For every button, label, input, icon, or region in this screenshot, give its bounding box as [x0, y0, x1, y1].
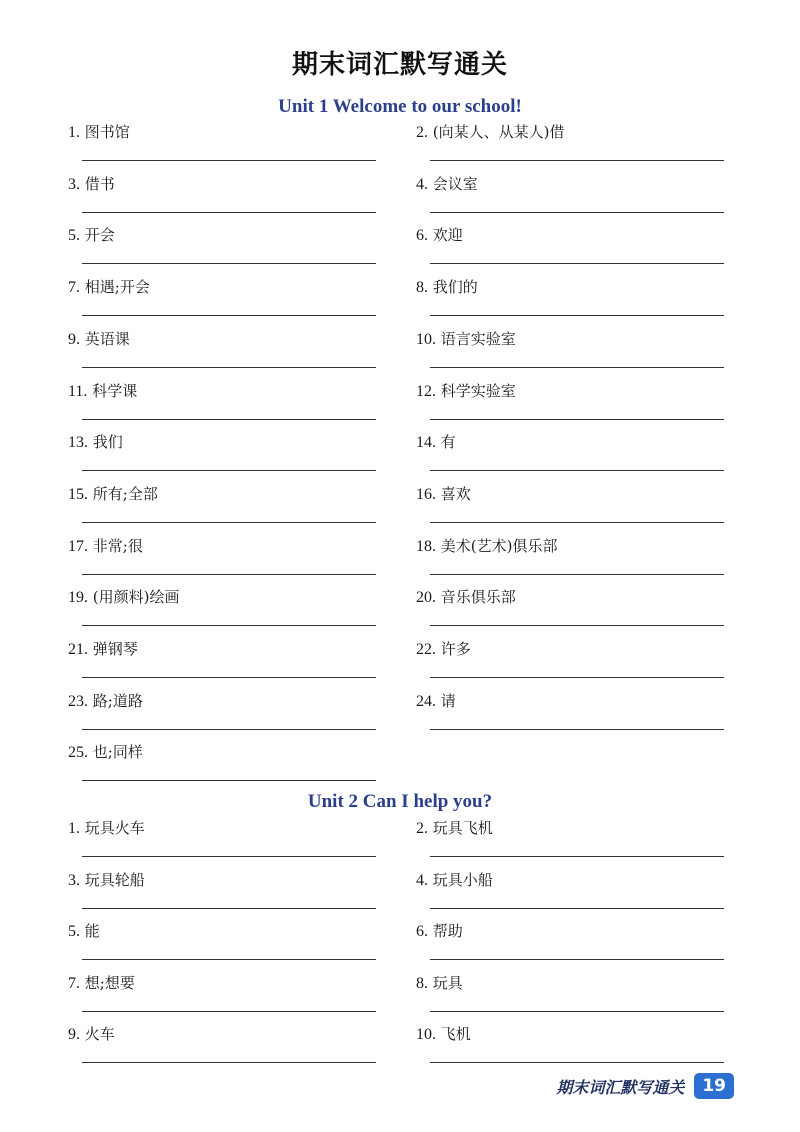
item-number: 1. [68, 124, 80, 141]
unit-2-heading: Unit 2 Can I help you? [307, 791, 493, 812]
vocab-prompt [416, 587, 726, 608]
item-chinese-text: 想;想要 [84, 973, 135, 992]
item-chinese-text: 所有;全部 [92, 484, 158, 503]
item-chinese-text: 语言实验室 [440, 329, 516, 348]
vocab-prompt [68, 484, 378, 505]
item-chinese-text: 相遇;开会 [84, 278, 150, 297]
item-chinese-text: 美术(艺术)俱乐部 [440, 536, 558, 555]
item-chinese-text: 帮助 [432, 922, 463, 940]
vocab-prompt [416, 870, 726, 891]
item-number: 4. [416, 175, 428, 193]
item-chinese-text: 飞机 [440, 1025, 471, 1043]
vocab-prompt [68, 921, 378, 942]
vocab-prompt [416, 536, 726, 557]
item-number: 3. [68, 175, 80, 193]
answer-line[interactable] [430, 729, 724, 730]
answer-line[interactable] [82, 367, 376, 368]
answer-line[interactable] [82, 315, 376, 316]
item-chinese-text: 科学课 [92, 381, 138, 400]
vocab-prompt [416, 973, 726, 994]
item-number: 8. [416, 279, 428, 297]
answer-line[interactable] [430, 1011, 724, 1012]
item-number: 25. [68, 744, 88, 762]
vocab-item [68, 742, 378, 763]
item-number: 7. [68, 974, 80, 992]
item-number: 4. [416, 871, 428, 889]
item-chinese-text: 开会 [84, 226, 115, 245]
page-title: 期末词汇默写通关 [291, 50, 508, 80]
vocab-prompt [68, 1024, 378, 1045]
answer-line[interactable] [430, 367, 724, 368]
vocab-item [416, 921, 726, 942]
vocab-item [68, 587, 378, 608]
answer-line[interactable] [430, 212, 724, 213]
vocab-item [416, 432, 726, 453]
item-number: 6. [416, 923, 428, 940]
item-chinese-text: 图书馆 [84, 123, 130, 141]
vocab-prompt [416, 174, 726, 195]
vocab-item [416, 174, 726, 195]
item-chinese-text: 喜欢 [440, 484, 471, 503]
vocab-item [68, 639, 378, 660]
answer-line[interactable] [82, 212, 376, 213]
vocab-prompt [416, 381, 726, 402]
item-number: 6. [416, 227, 428, 245]
vocab-prompt [416, 225, 726, 246]
answer-line[interactable] [430, 1062, 724, 1063]
answer-line[interactable] [82, 856, 376, 857]
item-number: 20. [416, 589, 436, 607]
answer-line[interactable] [430, 522, 724, 523]
page-number: 19 [694, 1073, 734, 1099]
item-number: 12. [416, 382, 436, 400]
item-number: 17. [68, 537, 88, 555]
vocab-item [68, 122, 378, 143]
footer-title: 期末词汇默写通关 [556, 1077, 685, 1097]
vocab-prompt [416, 329, 726, 350]
item-chinese-text: 也;同样 [92, 743, 143, 762]
answer-line[interactable] [82, 574, 376, 575]
answer-line[interactable] [82, 959, 376, 960]
item-number: 3. [68, 871, 80, 889]
vocab-item [68, 691, 378, 712]
answer-line[interactable] [430, 574, 724, 575]
vocab-item [68, 277, 378, 298]
answer-line[interactable] [82, 160, 376, 161]
answer-line[interactable] [430, 677, 724, 678]
vocab-item [416, 225, 726, 246]
item-number: 22. [416, 641, 436, 658]
vocab-item [416, 484, 726, 505]
vocab-prompt [416, 639, 726, 660]
item-chinese-text: 许多 [440, 640, 471, 658]
vocab-prompt [68, 742, 378, 763]
vocab-prompt [68, 432, 378, 453]
vocab-prompt [68, 329, 378, 350]
item-number: 18. [416, 537, 436, 555]
answer-line[interactable] [430, 263, 724, 264]
answer-line[interactable] [430, 959, 724, 960]
item-chinese-text: 欢迎 [432, 226, 463, 245]
item-number: 2. [416, 820, 428, 837]
vocab-item [68, 174, 378, 195]
vocab-prompt [68, 587, 378, 608]
vocab-prompt [416, 484, 726, 505]
answer-line[interactable] [430, 908, 724, 909]
vocab-prompt [68, 639, 378, 660]
item-number: 11. [68, 382, 88, 400]
item-number: 7. [68, 279, 80, 297]
vocab-item [68, 381, 378, 402]
vocab-item [416, 691, 726, 712]
item-number: 5. [68, 923, 80, 940]
item-chinese-text: 玩具 [432, 973, 463, 992]
item-number: 16. [416, 485, 436, 503]
item-chinese-text: (用颜料)绘画 [92, 588, 180, 607]
vocab-prompt [416, 432, 726, 453]
vocab-prompt [68, 277, 378, 298]
vocab-prompt [68, 225, 378, 246]
vocab-prompt [68, 870, 378, 891]
vocab-item [68, 1024, 378, 1045]
answer-line[interactable] [82, 263, 376, 264]
vocab-item [416, 870, 726, 891]
item-chinese-text: (向某人、从某人)借 [432, 123, 565, 141]
vocab-prompt [68, 122, 378, 143]
item-chinese-text: 借书 [84, 174, 115, 193]
item-number: 15. [68, 485, 88, 503]
vocab-item [68, 818, 378, 839]
answer-line[interactable] [82, 470, 376, 471]
answer-line[interactable] [430, 470, 724, 471]
vocab-prompt [416, 122, 726, 143]
answer-line[interactable] [82, 677, 376, 678]
vocab-prompt [416, 691, 726, 712]
answer-line[interactable] [430, 419, 724, 420]
vocab-prompt [416, 277, 726, 298]
item-number: 1. [68, 820, 80, 837]
item-chinese-text: 火车 [84, 1025, 115, 1043]
item-chinese-text: 玩具火车 [84, 819, 145, 837]
vocab-prompt [68, 818, 378, 839]
vocab-prompt [68, 174, 378, 195]
footer [556, 1073, 734, 1099]
vocab-item [416, 639, 726, 660]
vocab-item [416, 818, 726, 839]
vocab-item [68, 870, 378, 891]
vocab-item [416, 381, 726, 402]
vocab-item [68, 329, 378, 350]
vocab-prompt [68, 536, 378, 557]
item-chinese-text: 玩具轮船 [84, 870, 145, 889]
item-chinese-text: 玩具飞机 [432, 819, 493, 837]
vocab-prompt [68, 973, 378, 994]
item-number: 19. [68, 589, 88, 607]
vocab-item [416, 973, 726, 994]
answer-line[interactable] [82, 1062, 376, 1063]
item-number: 24. [416, 692, 436, 710]
vocab-item [68, 484, 378, 505]
vocab-prompt [416, 921, 726, 942]
item-number: 14. [416, 434, 436, 452]
vocab-prompt [68, 691, 378, 712]
item-chinese-text: 会议室 [432, 174, 478, 193]
vocab-prompt [416, 818, 726, 839]
item-number: 23. [68, 692, 88, 710]
item-chinese-text: 有 [440, 433, 456, 452]
item-chinese-text: 弹钢琴 [92, 640, 138, 658]
answer-line[interactable] [82, 729, 376, 730]
item-number: 5. [68, 227, 80, 245]
answer-line[interactable] [82, 419, 376, 420]
item-chinese-text: 能 [84, 922, 100, 940]
item-number: 9. [68, 330, 80, 348]
answer-line[interactable] [430, 315, 724, 316]
item-chinese-text: 请 [440, 691, 456, 710]
item-number: 10. [416, 1026, 436, 1043]
vocab-item [68, 921, 378, 942]
item-chinese-text: 我们的 [432, 278, 478, 297]
vocab-item [416, 587, 726, 608]
vocab-prompt [68, 381, 378, 402]
unit-1-heading: Unit 1 Welcome to our school! [278, 96, 522, 117]
vocab-item [416, 277, 726, 298]
answer-line[interactable] [430, 856, 724, 857]
vocab-item [68, 432, 378, 453]
answer-line[interactable] [82, 908, 376, 909]
answer-line[interactable] [82, 780, 376, 781]
vocab-item [416, 1024, 726, 1045]
item-chinese-text: 非常;很 [92, 536, 143, 555]
vocab-item [416, 536, 726, 557]
vocab-item [68, 536, 378, 557]
item-number: 13. [68, 434, 88, 452]
item-number: 21. [68, 641, 88, 658]
answer-line[interactable] [430, 625, 724, 626]
item-chinese-text: 科学实验室 [440, 381, 516, 400]
answer-line[interactable] [82, 522, 376, 523]
vocab-prompt [416, 1024, 726, 1045]
answer-line[interactable] [82, 1011, 376, 1012]
answer-line[interactable] [82, 625, 376, 626]
item-number: 8. [416, 974, 428, 992]
vocab-item [68, 973, 378, 994]
item-chinese-text: 我们 [92, 433, 123, 452]
answer-line[interactable] [430, 160, 724, 161]
vocab-item [68, 225, 378, 246]
item-chinese-text: 英语课 [84, 329, 130, 348]
item-chinese-text: 玩具小船 [432, 870, 493, 889]
item-number: 10. [416, 330, 436, 348]
item-chinese-text: 路;道路 [92, 691, 143, 710]
vocab-item [416, 122, 726, 143]
item-number: 9. [68, 1026, 80, 1043]
vocab-item [416, 329, 726, 350]
item-number: 2. [416, 124, 428, 141]
item-chinese-text: 音乐俱乐部 [440, 588, 516, 607]
